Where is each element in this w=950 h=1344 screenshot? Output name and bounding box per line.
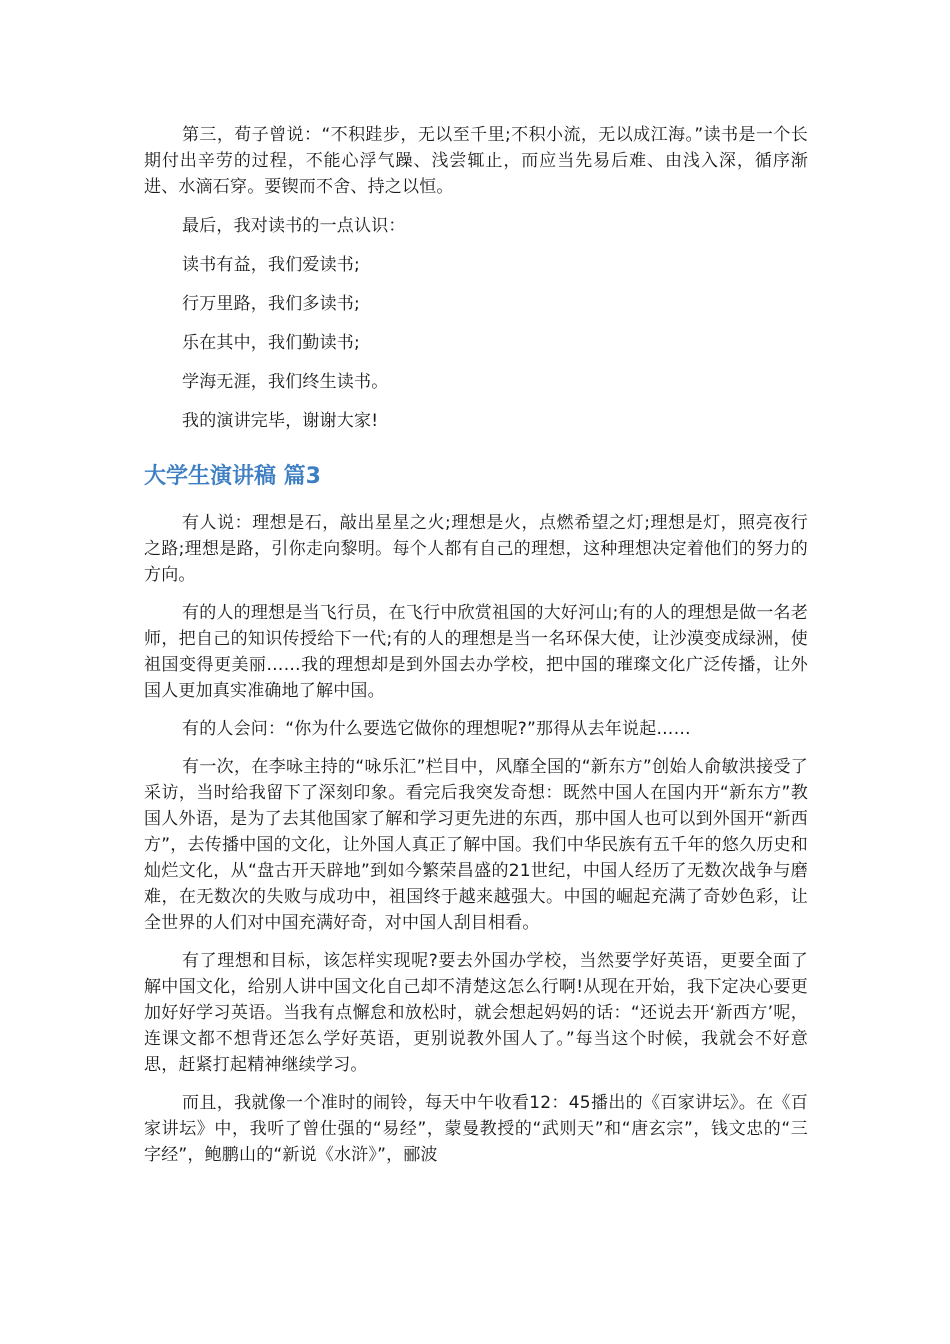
paragraph: 学海无涯，我们终生读书。 — [182, 372, 389, 392]
paragraph: 有的人会问：“你为什么要选它做你的理想呢?”那得从去年说起…… — [182, 719, 691, 739]
paragraph: 行万里路，我们多读书; — [182, 294, 360, 314]
paragraph: 有人说：理想是石，敲出星星之火;理想是火，点燃希望之灯;理想是灯，照亮夜行之路;理想是路，引你走向黎明。每个人都有自己的理想，这种理想决定着他们的努力的方向。 — [144, 513, 808, 585]
document-page — [144, 122, 808, 1168]
paragraph: 而且，我就像一个准时的闹铃，每天中午收看12：45播出的《百家讲坛》。在《百家讲坛》中，我听了曾仕强的“易经”，蒙曼教授的“武则天”和“唐玄宗”，钱文忠的“三字经”，鲍鹏山的“新说《水浒》”，郦波 — [144, 1093, 808, 1165]
paragraph: 我的演讲完毕，谢谢大家! — [182, 411, 379, 431]
paragraph: 有了理想和目标，该怎样实现呢?要去外国办学校，当然要学好英语，更要全面了解中国文化，给别人讲中国文化自己却不清楚这怎么行啊!从现在开始，我下定决心要更加好好学习英语。当我有点懈怠和放松时，就会想起妈妈的话：“还说去开‘新西方’呢，连课文都不想背还怎么学好英语，更别说教外国人了。”每当这个时候，我就会不好意思，赶紧打起精神继续学习。 — [144, 951, 808, 1075]
paragraph: 有的人的理想是当飞行员，在飞行中欣赏祖国的大好河山;有的人的理想是做一名老师，把自己的知识传授给下一代;有的人的理想是当一名环保大使，让沙漠变成绿洲，使祖国变得更美丽……我的理想却是到外国去办学校，把中国的璀璨文化广泛传播，让外国人更加真实准确地了解中国。 — [144, 603, 808, 701]
section-heading: 大学生演讲稿 篇3 — [144, 464, 321, 489]
paragraph: 有一次，在李咏主持的“咏乐汇”栏目中，风靡全国的“新东方”创始人俞敏洪接受了采访，当时给我留下了深刻印象。看完后我突发奇想：既然中国人在国内开“新东方”教国人外语，是为了去其他国家了解和学习更先进的东西，那中国人也可以到外国开“新西方”，去传播中国的文化，让外国人真正了解中国。我们中华民族有五千年的悠久历史和灿烂文化，从“盘古开天辟地”到如今繁荣昌盛的21世纪，中国人经历了无数次战争与磨难，在无数次的失败与成功中，祖国终于越来越强大。中国的崛起充满了奇妙色彩，让全世界的人们对中国充满好奇，对中国人刮目相看。 — [144, 757, 808, 933]
paragraph: 乐在其中，我们勤读书; — [182, 333, 360, 353]
paragraph: 最后，我对读书的一点认识： — [182, 216, 406, 236]
paragraph: 读书有益，我们爱读书; — [182, 255, 360, 275]
paragraph: 第三，荀子曾说：“不积跬步，无以至千里;不积小流，无以成江海。”读书是一个长期付出辛劳的过程，不能心浮气躁、浅尝辄止，而应当先易后难、由浅入深，循序渐进、水滴石穿。要锲而不舍、持之以恒。 — [144, 125, 808, 197]
